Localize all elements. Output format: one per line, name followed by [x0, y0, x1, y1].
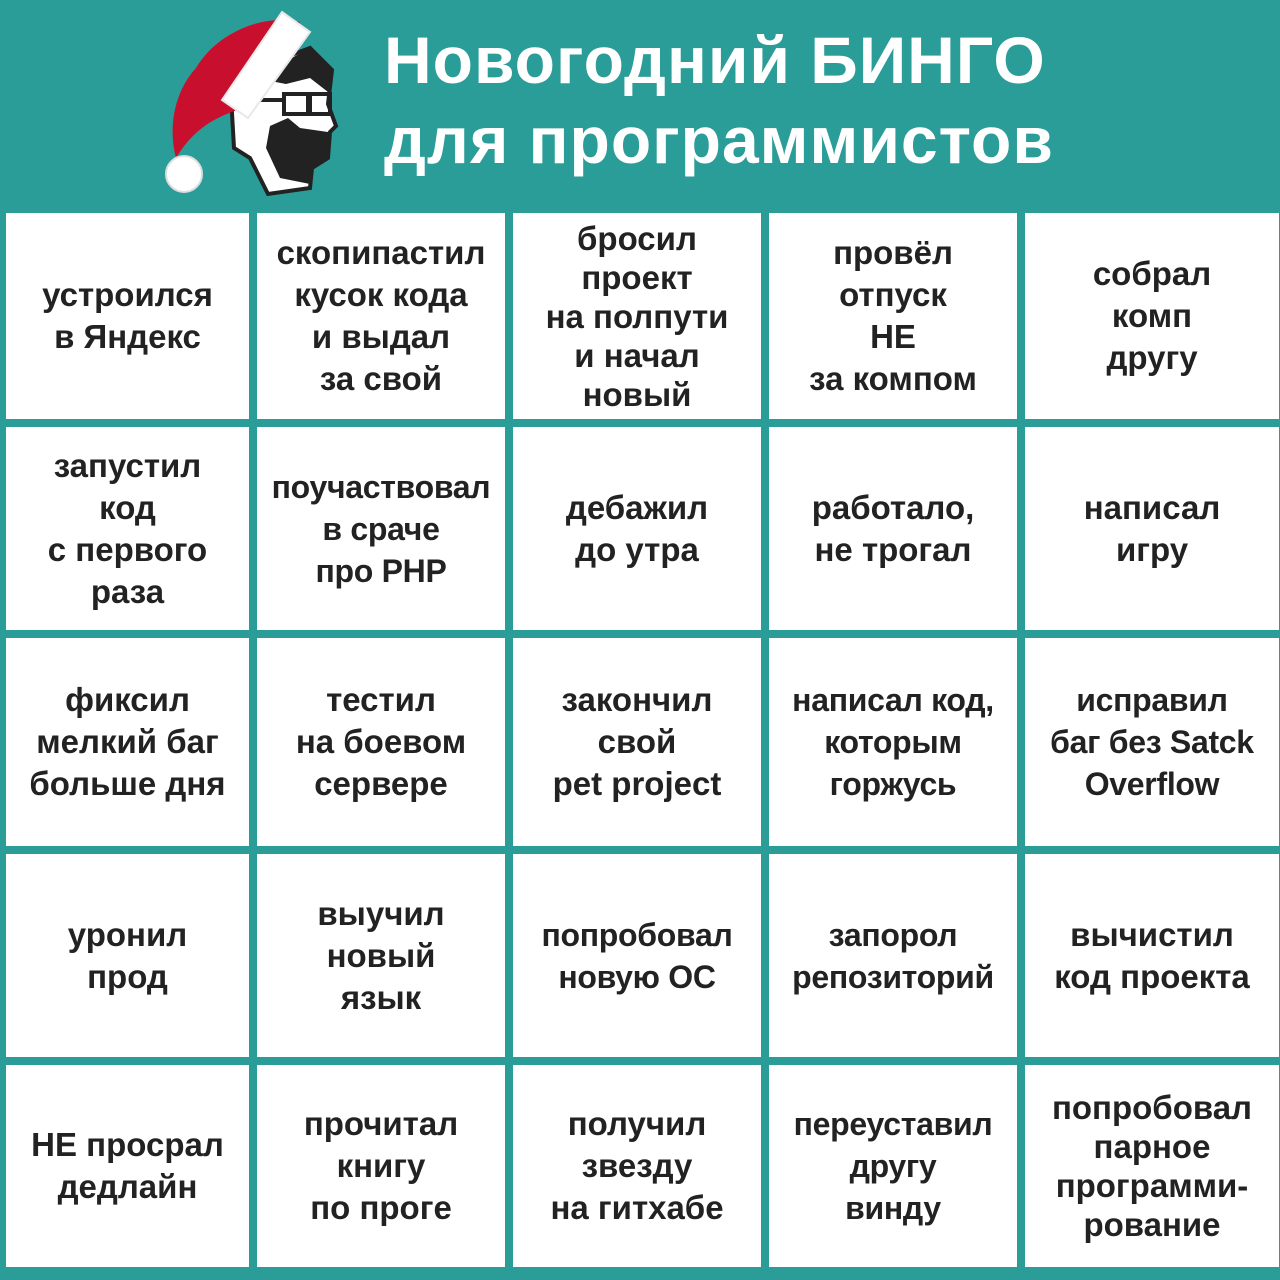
- bingo-cell-label: работало, не трогал: [811, 488, 975, 568]
- bingo-cell[interactable]: [513, 1065, 761, 1267]
- bingo-cell-label: поучаствовал в сраче про PHP: [271, 468, 491, 589]
- bingo-cell-label: написал игру: [1083, 488, 1221, 568]
- bingo-cell-label: собрал комп другу: [1092, 255, 1212, 376]
- bingo-cell[interactable]: [769, 854, 1017, 1057]
- bingo-cell-label: попробовал новую ОС: [541, 916, 733, 995]
- santa-programmer-logo-icon: [160, 8, 350, 203]
- bingo-cell[interactable]: [1025, 854, 1279, 1057]
- bingo-cell[interactable]: [257, 854, 505, 1057]
- bingo-cell[interactable]: [257, 427, 505, 630]
- bingo-cell-label: НЕ просрал дедлайн: [31, 1126, 224, 1205]
- title-line-1: Новогодний БИНГО: [384, 23, 1046, 97]
- bingo-cell-label: запустил код с первого раза: [47, 446, 208, 610]
- header: [0, 0, 1280, 206]
- bingo-cell-label: переуставил другу винду: [793, 1106, 993, 1226]
- bingo-cell[interactable]: [1025, 638, 1279, 846]
- bingo-cell-label: уронил прод: [67, 915, 188, 995]
- bingo-cell[interactable]: [6, 854, 249, 1057]
- bingo-cell[interactable]: [6, 427, 249, 630]
- bingo-cell[interactable]: [769, 1065, 1017, 1267]
- bingo-cell-label: вычистил код проекта: [1054, 915, 1250, 995]
- bingo-cell[interactable]: [6, 638, 249, 846]
- bingo-cell-label: выучил новый язык: [317, 894, 445, 1016]
- bingo-cell-label: тестил на боевом сервере: [295, 681, 467, 802]
- bingo-cell[interactable]: [513, 213, 761, 419]
- bingo-cell-label: скопипастил кусок кода и выдал за свой: [276, 234, 486, 397]
- bingo-cell[interactable]: [6, 1065, 249, 1267]
- bingo-cell[interactable]: [1025, 427, 1279, 630]
- bingo-cell-label: дебажил до утра: [565, 488, 709, 568]
- bingo-cell[interactable]: [513, 638, 761, 846]
- title-line-2: для программистов: [384, 103, 1054, 177]
- bingo-cell[interactable]: [513, 854, 761, 1057]
- bingo-cell[interactable]: [769, 427, 1017, 630]
- bingo-cell-label: провёл отпуск НЕ за компом: [809, 234, 977, 397]
- bingo-cell[interactable]: [769, 213, 1017, 419]
- bingo-cell-label: закончил свой pet project: [552, 681, 722, 802]
- bingo-cell-label: фиксил мелкий баг больше дня: [29, 681, 226, 802]
- bingo-cell[interactable]: [257, 213, 505, 419]
- bingo-cell[interactable]: [257, 638, 505, 846]
- bingo-cell-label: бросил проект на полпути и начал новый: [545, 219, 729, 413]
- bingo-cell-label: написал код, которым горжусь: [792, 682, 994, 802]
- bingo-cell[interactable]: [769, 638, 1017, 846]
- bingo-cell[interactable]: [257, 1065, 505, 1267]
- bingo-cell[interactable]: [6, 213, 249, 419]
- bingo-cell-label: устроился в Яндекс: [42, 276, 213, 355]
- bingo-grid: [0, 206, 1280, 1280]
- bingo-cell-label: запорол репозиторий: [792, 916, 994, 995]
- bingo-cell-label: прочитал книгу по проге: [303, 1105, 459, 1226]
- bingo-cell[interactable]: [1025, 1065, 1279, 1267]
- page-title: [384, 20, 1054, 180]
- bingo-cell[interactable]: [513, 427, 761, 630]
- bingo-cell-label: исправил баг без Satck Overflow: [1050, 682, 1254, 802]
- bingo-cell[interactable]: [1025, 213, 1279, 419]
- bingo-cell-label: попробовал парное программи- рование: [1051, 1089, 1253, 1243]
- bingo-cell-label: получил звезду на гитхабе: [550, 1105, 724, 1226]
